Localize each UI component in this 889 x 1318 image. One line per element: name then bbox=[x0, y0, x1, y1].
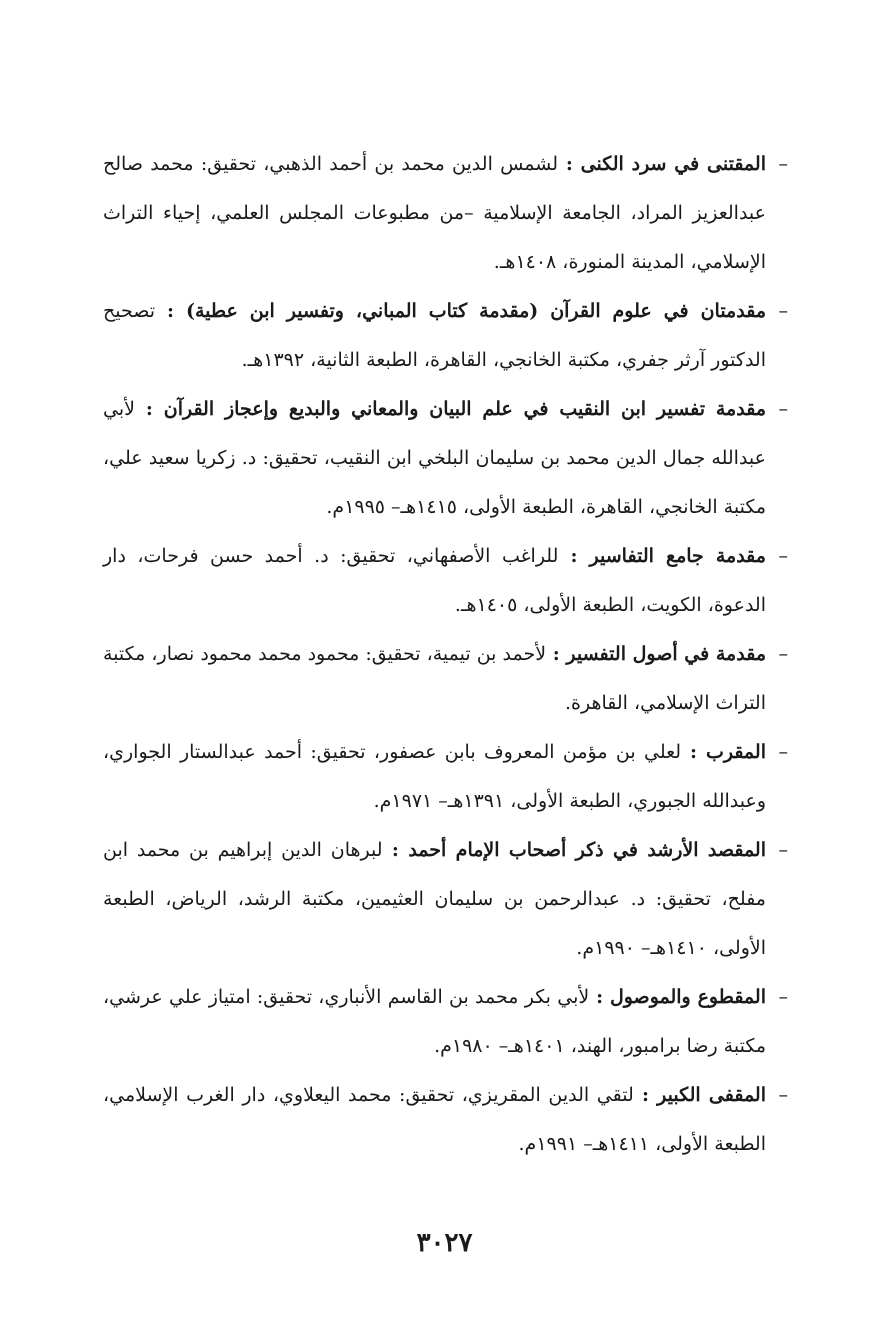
bibliography-entry bbox=[103, 532, 788, 630]
entry-title: مقدمة جامع التفاسير bbox=[589, 545, 766, 567]
entry-dash: – bbox=[778, 839, 788, 861]
entry-colon: : bbox=[382, 839, 409, 861]
entry-body: للراغب الأصفهاني، تحقيق: د. أحمد حسن فرحات، دار الدعوة، الكويت، الطبعة الأولى، ١٤٠٥هـ. bbox=[103, 545, 766, 616]
bibliography-entry bbox=[103, 287, 788, 385]
entry-dash: – bbox=[778, 1084, 788, 1106]
entry-colon: : bbox=[589, 986, 610, 1008]
entry-body: لتقي الدين المقريزي، تحقيق: محمد اليعلاوي، دار الغرب الإسلامي، الطبعة الأولى، ١٤١١هـ– ١٩٩١م. bbox=[103, 1084, 766, 1155]
bibliography-entry bbox=[103, 1071, 788, 1169]
entry-colon: : bbox=[546, 643, 567, 665]
entry-body: لأبي بكر محمد بن القاسم الأنباري، تحقيق: امتياز علي عرشي، مكتبة رضا برامبور، الهند، ١٤٠١هـ– ١٩٨٠م. bbox=[103, 986, 766, 1057]
entry-dash: – bbox=[778, 643, 788, 665]
bibliography-entry bbox=[103, 728, 788, 826]
entry-colon: : bbox=[558, 153, 581, 175]
entry-dash: – bbox=[778, 153, 788, 175]
entry-title: المقرب bbox=[705, 741, 766, 763]
entry-dash: – bbox=[778, 300, 788, 322]
entry-body: لأحمد بن تيمية، تحقيق: محمود محمد محمود نصار، مكتبة التراث الإسلامي، القاهرة. bbox=[103, 643, 766, 714]
entry-title: المقصد الأرشد في ذكر أصحاب الإمام أحمد bbox=[408, 839, 767, 861]
entry-dash: – bbox=[778, 986, 788, 1008]
entry-colon: : bbox=[155, 300, 186, 322]
entry-body: لبرهان الدين إبراهيم بن محمد ابن مفلح، تحقيق: د. عبدالرحمن بن سليمان العثيمين، مكتبة الرشد، الرياض، الطبعة الأولى، ١٤١٠هـ– ١٩٩٠م. bbox=[103, 839, 766, 959]
entry-dash: – bbox=[778, 545, 788, 567]
entry-title: المقتنى في سرد الكنى bbox=[580, 153, 766, 175]
entry-title: مقدمتان في علوم القرآن (مقدمة كتاب المباني، وتفسير ابن عطية) bbox=[185, 300, 766, 322]
entry-title: مقدمة تفسير ابن النقيب في علم البيان والمعاني والبديع وإعجاز القرآن bbox=[163, 398, 766, 420]
bibliography-entry bbox=[103, 826, 788, 973]
entry-title: مقدمة في أصول التفسير bbox=[566, 643, 766, 665]
entry-colon: : bbox=[134, 398, 164, 420]
page-number: ٣٠٢٧ bbox=[416, 1228, 473, 1258]
entry-body: لأبي عبدالله جمال الدين محمد بن سليمان البلخي ابن النقيب، تحقيق: د. زكريا سعيد علي، مكتبة الخانجي، القاهرة، الطبعة الأولى، ١٤١٥هـ– ١٩٩٥م. bbox=[103, 398, 766, 518]
entry-body: لشمس الدين محمد بن أحمد الذهبي، تحقيق: محمد صالح عبدالعزيز المراد، الجامعة الإسلامية –من مطبوعات المجلس العلمي، إحياء التراث الإسلامي، المدينة المنورة، ١٤٠٨هـ. bbox=[103, 153, 766, 273]
bibliography-entry bbox=[103, 385, 788, 532]
entry-body: تصحيح الدكتور آرثر جفري، مكتبة الخانجي، القاهرة، الطبعة الثانية، ١٣٩٢هـ. bbox=[103, 300, 766, 371]
entry-colon: : bbox=[558, 545, 590, 567]
entry-colon: : bbox=[633, 1084, 658, 1106]
entry-dash: – bbox=[778, 398, 788, 420]
entry-body: لعلي بن مؤمن المعروف بابن عصفور، تحقيق: أحمد عبدالستار الجواري، وعبدالله الجبوري، الطبعة الأولى، ١٣٩١هـ– ١٩٧١م. bbox=[103, 741, 766, 812]
entry-dash: – bbox=[778, 741, 788, 763]
bibliography-entry bbox=[103, 630, 788, 728]
entry-colon: : bbox=[681, 741, 706, 763]
entry-title: المقطوع والموصول bbox=[609, 986, 766, 1008]
bibliography-page bbox=[103, 140, 788, 1169]
bibliography-entry bbox=[103, 973, 788, 1071]
entry-title: المقفى الكبير bbox=[657, 1084, 766, 1106]
bibliography-entry bbox=[103, 140, 788, 287]
